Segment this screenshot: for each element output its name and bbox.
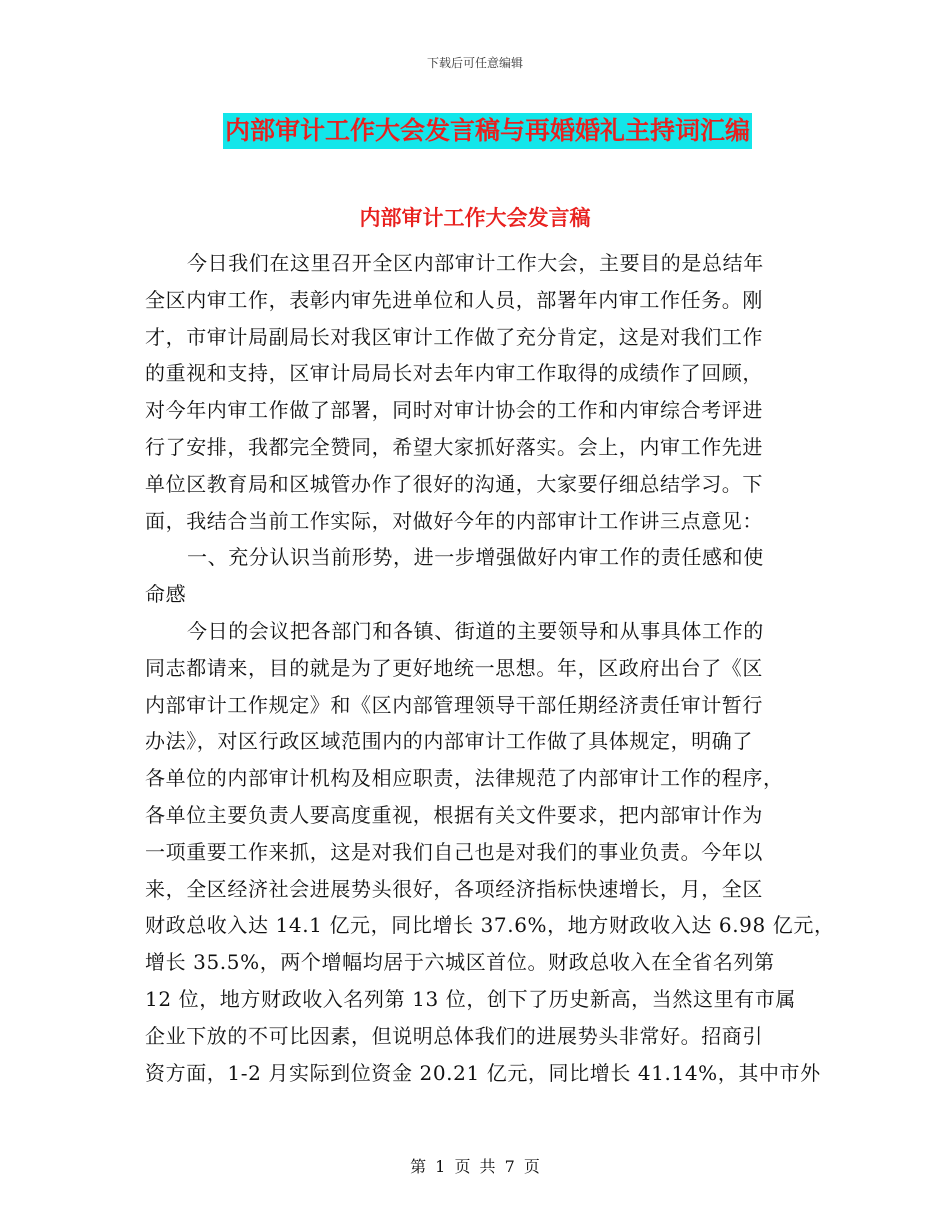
paragraph-line: 办法》，对区行政区域范围内的内部审计工作做了具体规定，明确了 (145, 729, 753, 754)
paragraph-line: 同志都请来，目的就是为了更好地统一思想。年，区政府出台了《区 (145, 655, 763, 680)
document-main-title: 内部审计工作大会发言稿与再婚婚礼主持词汇编 (223, 113, 752, 149)
paragraph-line: 12 位，地方财政收入名列第 13 位，创下了历史新高，当然这里有市属 (145, 986, 796, 1011)
paragraph-line: 财政总收入达 14.1 亿元，同比增长 37.6%，地方财政收入达 6.98 亿元， (145, 913, 835, 938)
paragraph-line: 各单位主要负责人要高度重视，根据有关文件要求，把内部审计作为 (145, 802, 763, 827)
paragraph-line: 今日我们在这里召开全区内部审计工作大会，主要目的是总结年 (187, 251, 764, 275)
paragraph-line: 企业下放的不可比因素，但说明总体我们的进展势头非常好。招商引 (145, 1023, 763, 1048)
heading-line: 命感 (145, 582, 187, 607)
body-text (145, 245, 835, 1091)
paragraph-line: 全区内审工作，表彰内审先进单位和人员，部署年内审工作任务。刚 (145, 287, 763, 312)
paragraph-line: 才，市审计局副局长对我区审计工作做了充分肯定，这是对我们工作 (145, 324, 763, 349)
paragraph-line: 的重视和支持，区审计局局长对去年内审工作取得的成绩作了回顾， (145, 361, 763, 386)
paragraph-line: 资方面，1-2 月实际到位资金 20.21 亿元，同比增长 41.14%，其中市外 (145, 1060, 821, 1085)
paragraph-line: 增长 35.5%，两个增幅均居于六城区首位。财政总收入在全省名列第 (145, 950, 775, 975)
paragraph-line: 对今年内审工作做了部署，同时对审计协会的工作和内审综合考评进 (145, 398, 763, 423)
header-note: 下载后可任意编辑 (426, 56, 523, 70)
paragraph-line: 一项重要工作来抓，这是对我们自己也是对我们的事业负责。今年以 (145, 839, 763, 864)
section-title: 内部审计工作大会发言稿 (359, 206, 591, 230)
paragraph-line: 行了安排，我都完全赞同，希望大家抓好落实。会上，内审工作先进 (145, 434, 763, 459)
paragraph-line: 单位区教育局和区城管办作了很好的沟通，大家要仔细总结学习。下 (145, 471, 763, 496)
paragraph-line: 内部审计工作规定》和《区内部管理领导干部任期经济责任审计暂行 (145, 692, 763, 717)
paragraph-line: 面，我结合当前工作实际，对做好今年的内部审计工作讲三点意见： (145, 508, 763, 533)
paragraph-line: 各单位的内部审计机构及相应职责，法律规范了内部审计工作的程序， (145, 766, 784, 791)
paragraph-line: 来，全区经济社会进展势头很好，各项经济指标快速增长，月，全区 (145, 876, 763, 901)
page-footer: 第 1 页 共 7 页 (410, 1157, 540, 1176)
heading-line: 一、充分认识当前形势，进一步增强做好内审工作的责任感和使 (187, 545, 764, 570)
paragraph-line: 今日的会议把各部门和各镇、街道的主要领导和从事具体工作的 (187, 618, 764, 643)
